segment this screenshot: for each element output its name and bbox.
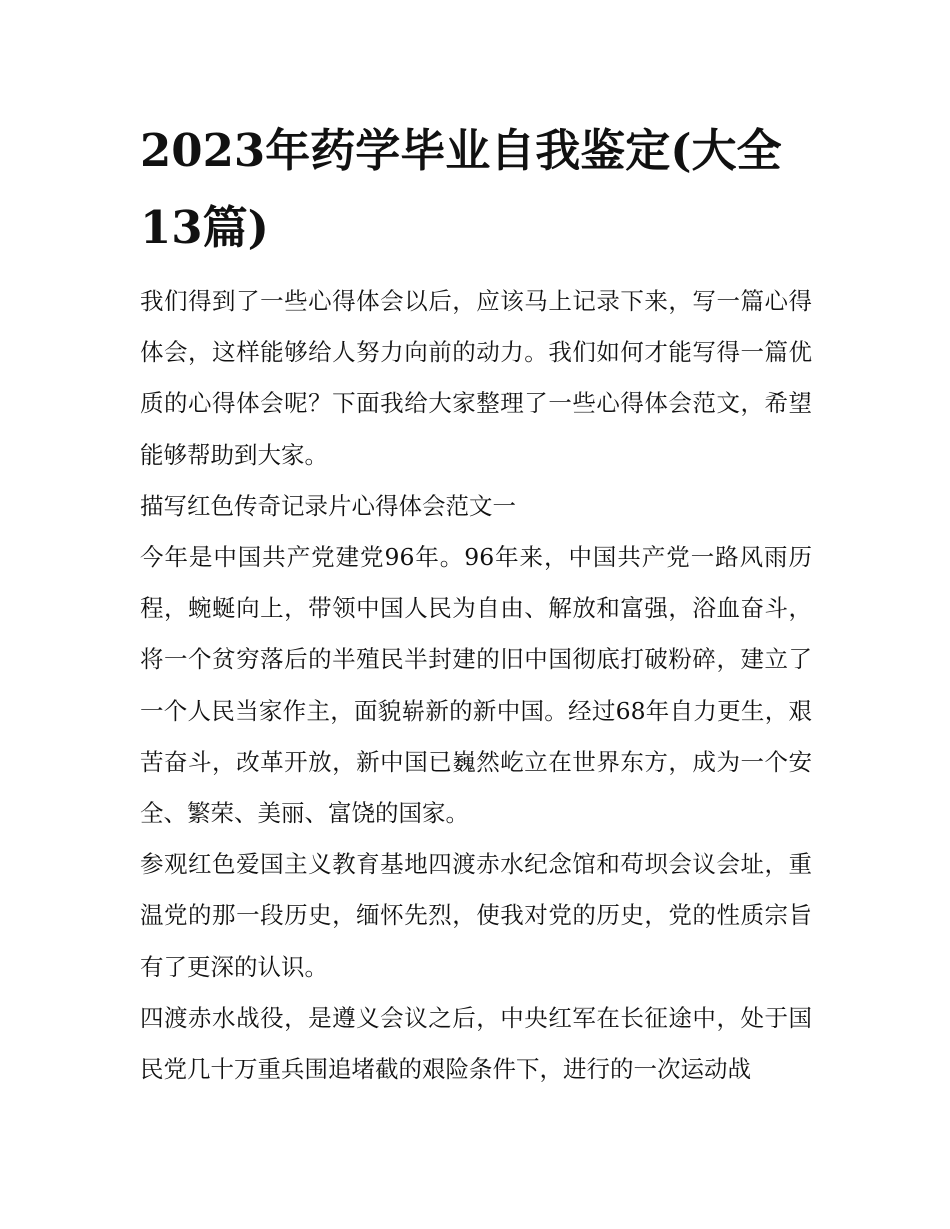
- document-body: [140, 276, 812, 1095]
- section-heading: 描写红色传奇记录片心得体会范文一: [140, 491, 516, 520]
- body-paragraph: 参观红色爱国主义教育基地四渡赤水纪念馆和苟坝会议会址，重温党的那一段历史，缅怀先烈，使我对党的历史，党的性质宗旨有了更深的认识。: [140, 850, 812, 981]
- intro-paragraph: 我们得到了一些心得体会以后，应该马上记录下来，写一篇心得体会，这样能够给人努力向前的动力。我们如何才能写得一篇优质的心得体会呢？下面我给大家整理了一些心得体会范文，希望能够帮助到大家。: [140, 287, 812, 469]
- body-paragraph: 今年是中国共产党建党96年。96年来，中国共产党一路风雨历程，蜿蜒向上，带领中国人民为自由、解放和富强，浴血奋斗，将一个贫穷落后的半殖民半封建的旧中国彻底打破粉碎，建立了一个人民当家作主，面貌崭新的新中国。经过68年自力更生，艰苦奋斗，改革开放，新中国已巍然屹立在世界东方，成为一个安全、繁荣、美丽、富饶的国家。: [140, 543, 812, 828]
- body-paragraph: 四渡赤水战役，是遵义会议之后，中央红军在长征途中，处于国民党几十万重兵围追堵截的艰险条件下，进行的一次运动战: [140, 1003, 812, 1084]
- document-title: 2023年药学毕业自我鉴定(大全13篇): [140, 124, 782, 254]
